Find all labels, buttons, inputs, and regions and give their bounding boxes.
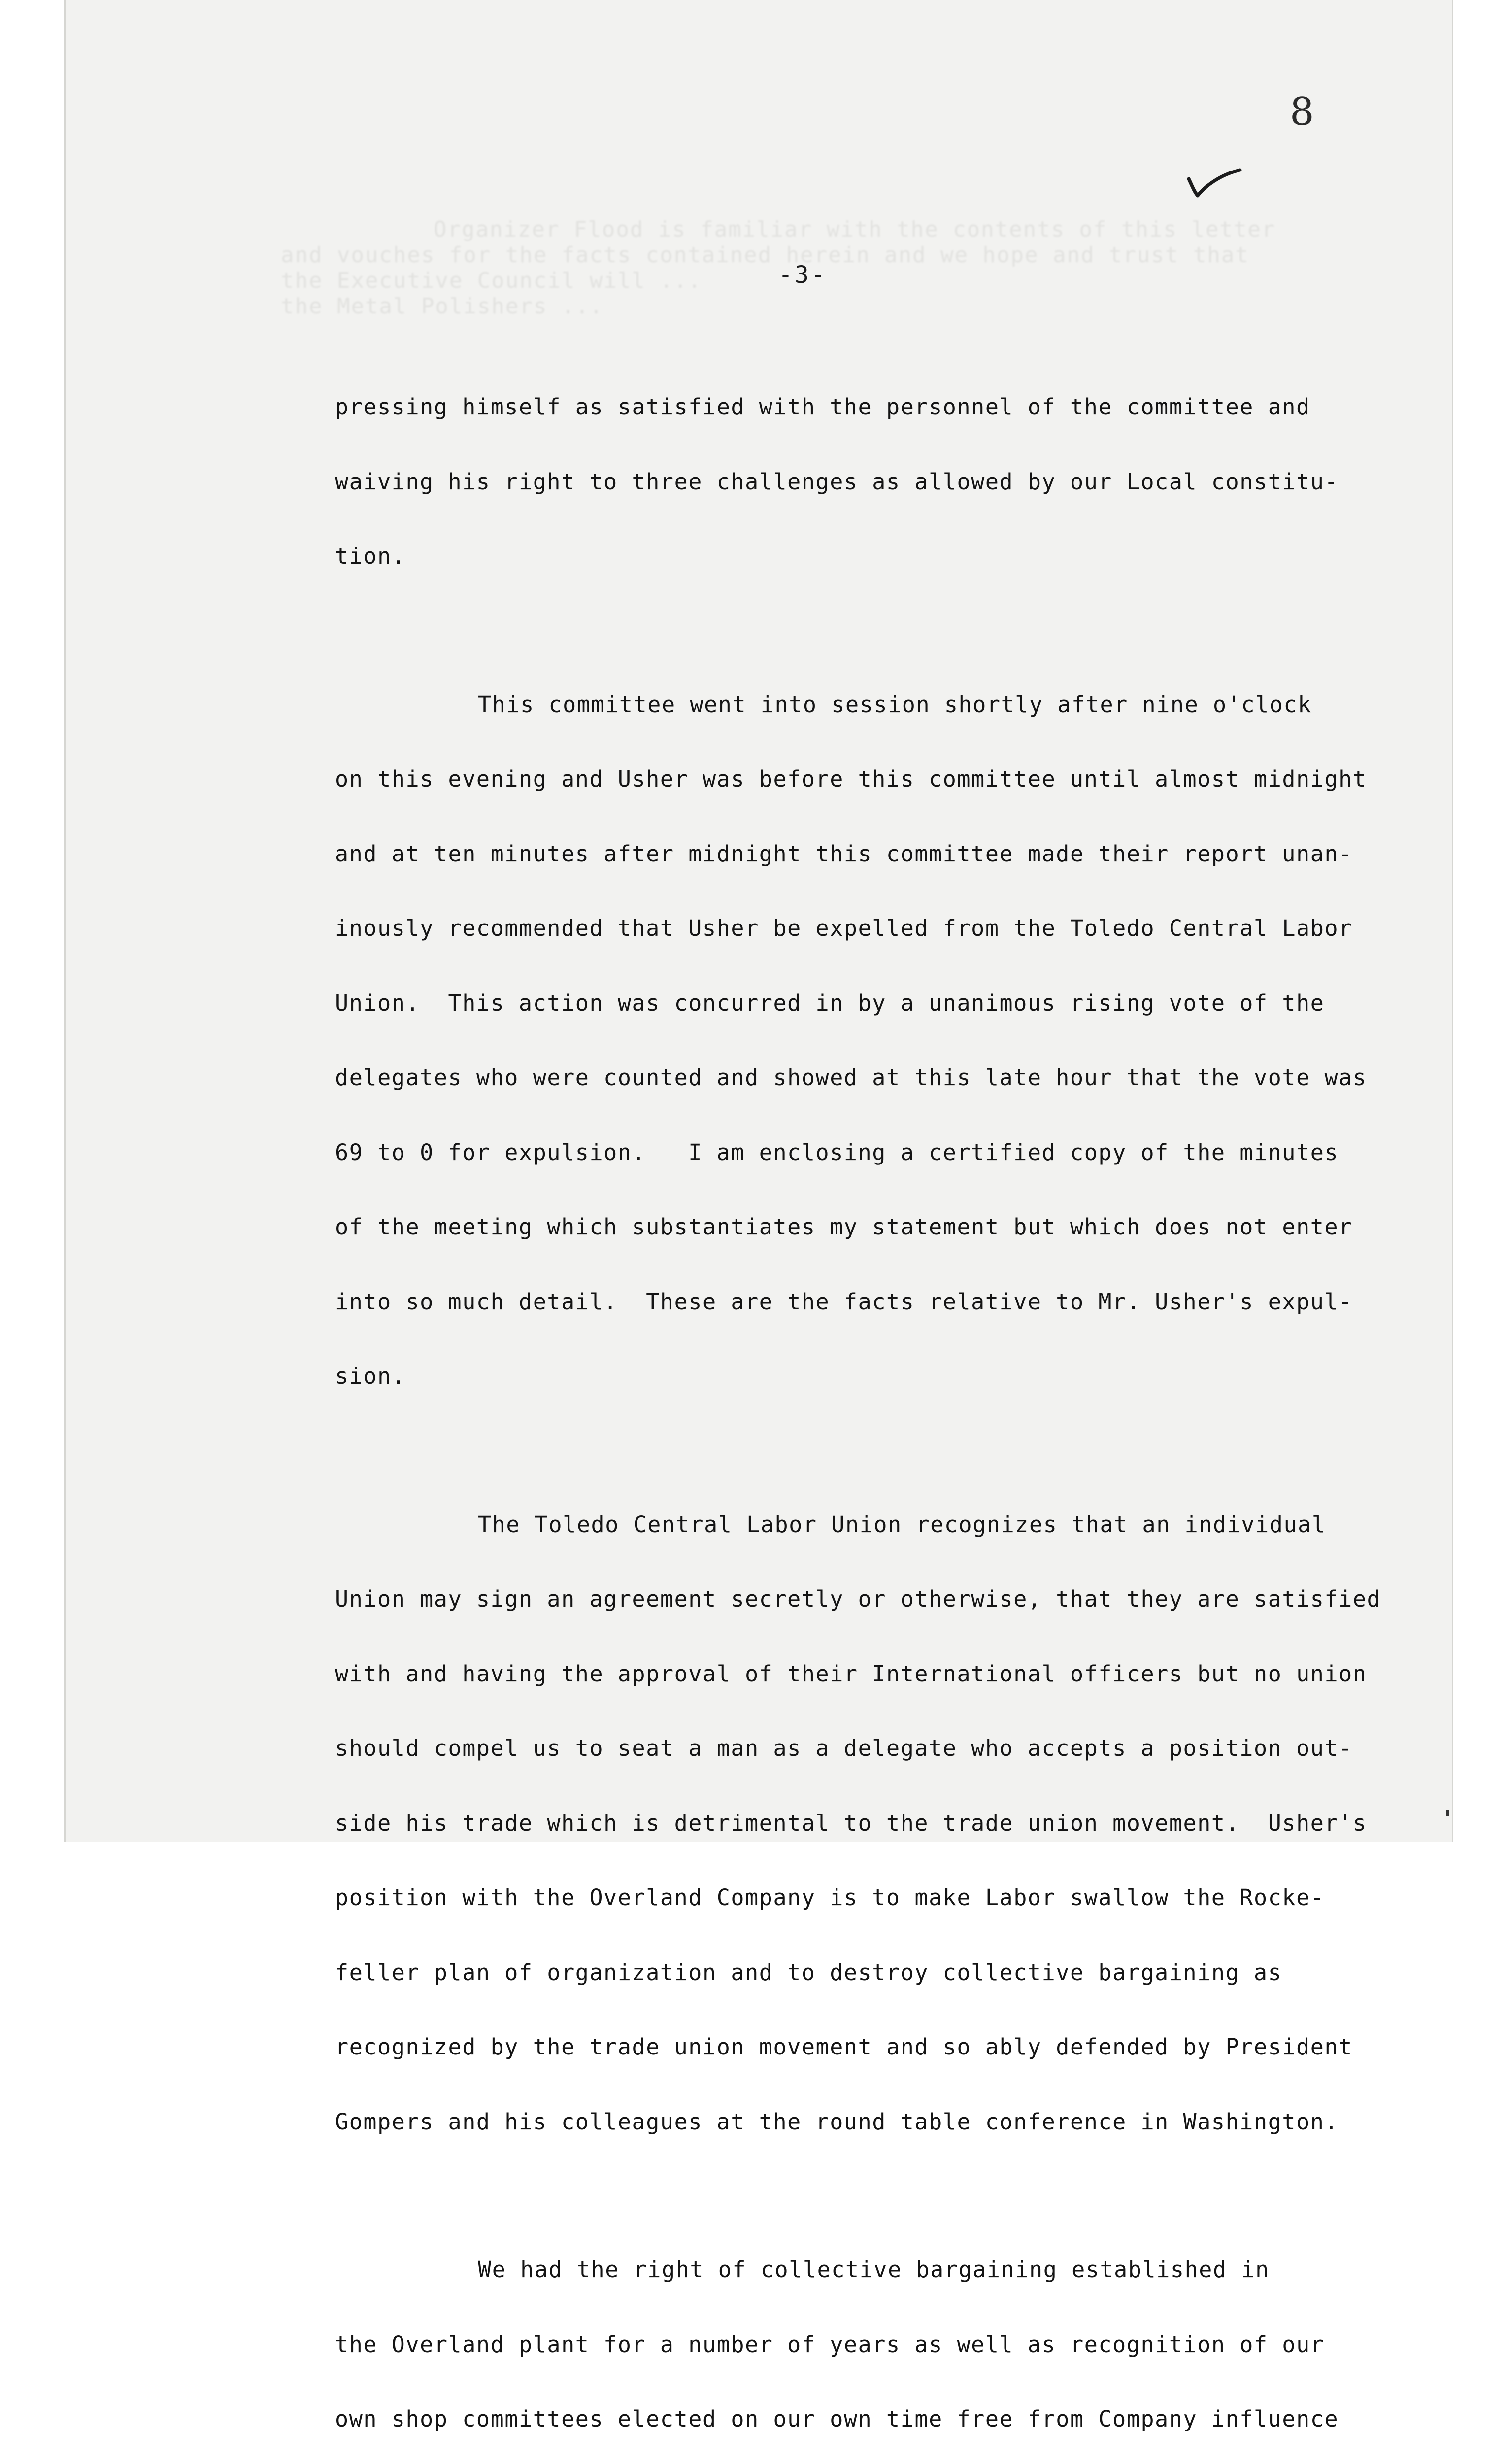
paragraph — [335, 643, 1439, 1439]
text-line: should compel us to seat a man as a delegate who accepts a position out- — [335, 1735, 1353, 1761]
text-line: feller plan of organization and to destroy collective bargaining as — [335, 1959, 1282, 1985]
bleed-through-line: and vouches for the facts contained herein and we hope and trust that — [281, 242, 1249, 268]
paragraph — [335, 1463, 1439, 2185]
text-line: with and having the approval of their International officers but no union — [335, 1660, 1367, 1687]
text-line: 69 to 0 for expulsion. I am enclosing a certified copy of the minutes — [335, 1139, 1339, 1165]
text-line: We had the right of collective bargaining established in — [478, 2257, 1270, 2283]
text-line: and at ten minutes after midnight this committee made their report unan- — [335, 840, 1353, 867]
text-line: Gompers and his colleagues at the round table conference in Washington. — [335, 2108, 1339, 2135]
bleed-through-line: the Executive Council will ... — [281, 268, 702, 293]
text-line: of the meeting which substantiates my statement but which does not enter — [335, 1214, 1353, 1240]
text-line: recognized by the trade union movement and so ably defended by President — [335, 2034, 1353, 2060]
text-line: This committee went into session shortly after nine o'clock — [478, 691, 1312, 718]
text-line: own shop committees elected on our own time free from Company influence — [335, 2406, 1339, 2432]
text-line: Union may sign an agreement secretly or otherwise, that they are satisfied — [335, 1586, 1381, 1612]
text-line: pressing himself as satisfied with the personnel of the committee and — [335, 394, 1310, 420]
text-line: the Overland plant for a number of years as well as recognition of our — [335, 2331, 1325, 2358]
bleed-through-line: the Metal Polishers ... — [281, 294, 604, 319]
letter-body — [335, 345, 1439, 2464]
text-line: sion. — [335, 1363, 406, 1389]
text-line: tion. — [335, 543, 406, 569]
text-line: The Toledo Central Labor Union recognizes that an individual — [478, 1511, 1326, 1538]
text-line: side his trade which is detrimental to the trade union movement. Usher's — [335, 1810, 1367, 1836]
stray-ink-mark — [1446, 1810, 1449, 1816]
text-line: delegates who were counted and showed at this late hour that the vote was — [335, 1064, 1367, 1091]
check-mark-icon — [1185, 165, 1244, 205]
page-header-mark: -3- — [778, 261, 827, 289]
text-line: position with the Overland Company is to make Labor swallow the Rocke- — [335, 1884, 1325, 1911]
text-line: on this evening and Usher was before this committee until almost midnight — [335, 766, 1367, 792]
text-line: waiving his right to three challenges as allowed by our Local constitu- — [335, 468, 1339, 495]
text-line: into so much detail. These are the facts relative to Mr. Usher's expul- — [335, 1288, 1353, 1315]
text-line: Union. This action was concurred in by a unanimous rising vote of the — [335, 990, 1325, 1016]
bleed-through-line: Organizer Flood is familiar with the contents of this letter — [434, 217, 1276, 242]
page-number: 8 — [1290, 90, 1314, 134]
text-line: inously recommended that Usher be expelled from the Toledo Central Labor — [335, 915, 1353, 941]
paragraph — [335, 345, 1439, 619]
paragraph — [335, 2208, 1439, 2464]
